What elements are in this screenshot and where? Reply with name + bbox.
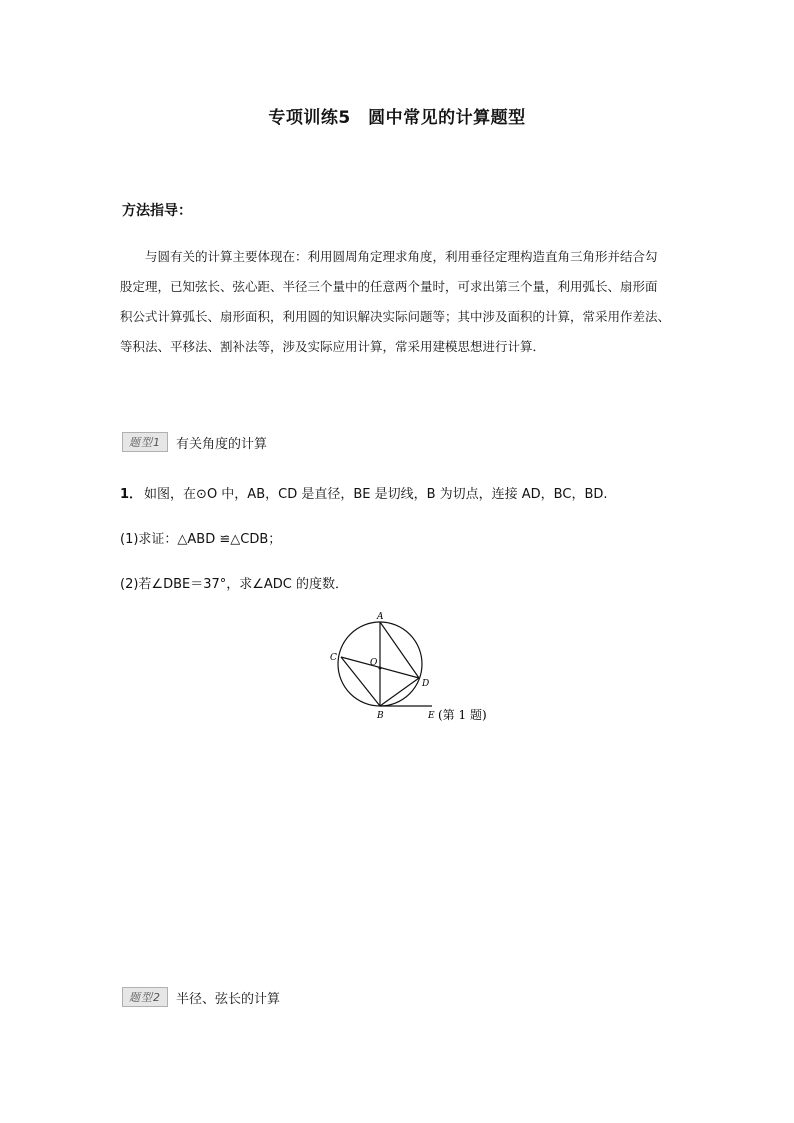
geometry-figure <box>320 612 500 732</box>
section-label: 半径、弦长的计算 <box>176 991 281 1007</box>
section-badge: 题型2 <box>122 987 168 1007</box>
label-b: B <box>377 711 384 721</box>
section-label: 有关角度的计算 <box>176 436 268 452</box>
label-a: A <box>377 612 384 622</box>
label-e: E <box>428 711 435 721</box>
page-title: 专项训练5 圆中常见的计算题型 <box>268 108 526 128</box>
method-line: 积公式计算弧长、扇形面积，利用圆的知识解决实际问题等；其中涉及面积的计算，常采用作差法、 <box>120 309 671 324</box>
label-o: O <box>370 658 378 668</box>
label-c: C <box>330 653 337 663</box>
method-line: 等积法、平移法、割补法等，涉及实际应用计算，常采用建模思想进行计算． <box>120 339 546 354</box>
method-line: 股定理，已知弦长、弦心距、半径三个量中的任意两个量时，可求出第三个量，利用弧长、扇形面 <box>120 279 658 294</box>
question-1-stem <box>120 483 608 502</box>
method-line: 与圆有关的计算主要体现在：利用圆周角定理求角度，利用垂径定理构造直角三角形并结合勾 <box>145 249 658 264</box>
method-heading: 方法指导： <box>122 203 192 219</box>
question-text: 如图，在⊙O 中，AB，CD 是直径，BE 是切线，B 为切点，连接 AD，BC，BD. <box>144 487 608 502</box>
label-d: D <box>422 679 430 689</box>
question-number: 1． <box>120 487 143 502</box>
question-1-part-1: (1)求证：△ABD ≌△CDB； <box>120 532 282 547</box>
figure-caption: (第 1 题) <box>438 708 487 722</box>
center-dot <box>379 667 382 670</box>
section-badge: 题型1 <box>122 432 168 452</box>
section-heading-1 <box>122 432 267 452</box>
question-1-part-2: (2)若∠DBE＝37°，求∠ADC 的度数． <box>120 577 349 592</box>
method-paragraph <box>120 242 680 362</box>
section-heading-2 <box>122 987 280 1007</box>
circle-diagram <box>320 612 500 732</box>
